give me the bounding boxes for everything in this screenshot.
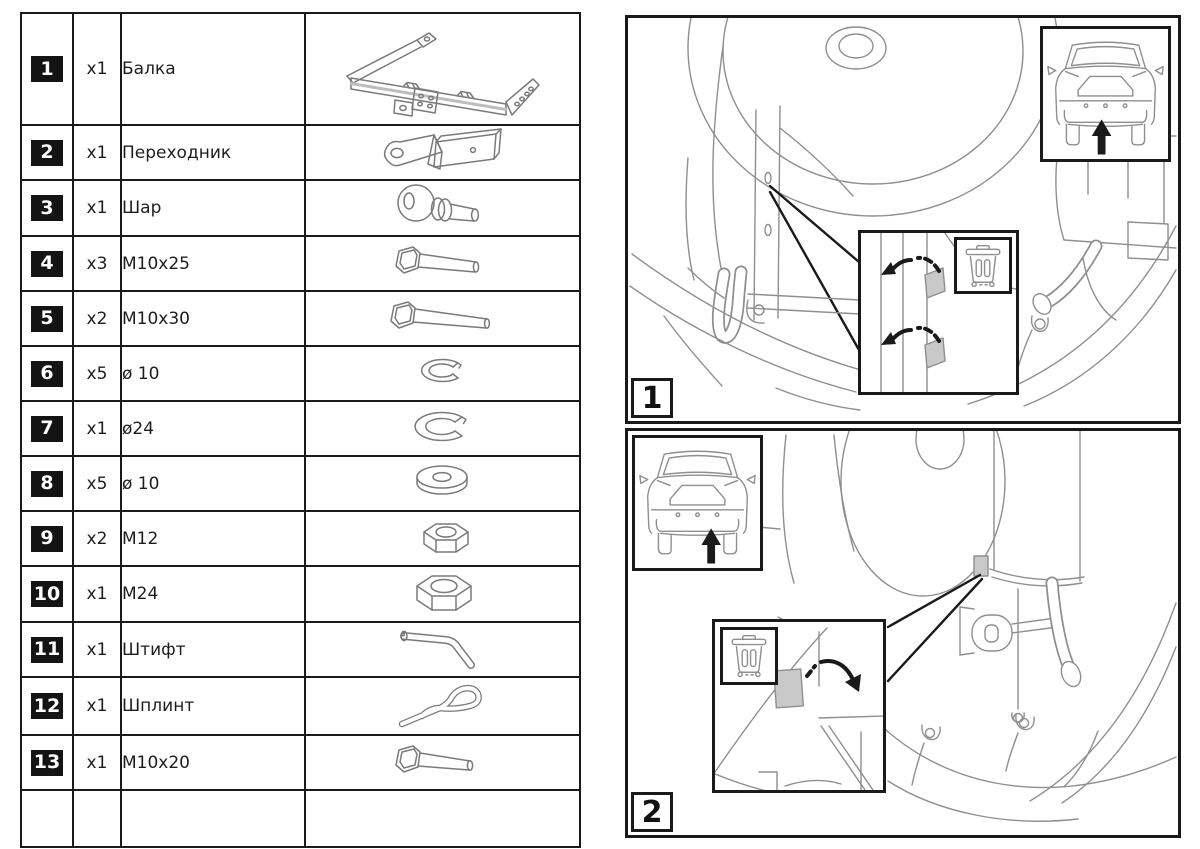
part-number-badge: 2 [31,140,63,166]
part-qty: x1 [73,13,121,125]
bent-pin-icon [388,624,498,672]
hex-nut-icon [413,515,473,559]
parts-table [20,12,581,848]
hitch-ball-icon [388,181,498,231]
part-name: Балка [121,13,305,125]
part-number-badge: 13 [31,750,63,776]
part-name: ø 10 [121,456,305,511]
part-qty: x2 [73,511,121,566]
hex-bolt-icon [388,241,498,283]
part-number-badge: 11 [31,637,63,663]
step-2-panel [625,428,1181,838]
table-row [21,236,580,291]
part-number-badge: 1 [31,56,63,82]
part-name: M10x25 [121,236,305,291]
part-qty: x2 [73,291,121,346]
table-row [21,511,580,566]
part-name: ø 10 [121,346,305,401]
part-name: Штифт [121,622,305,677]
hex-bolt-icon [383,296,503,338]
part-number-badge: 6 [31,361,63,387]
spring-washer-large-icon [403,406,483,448]
part-number-badge: 8 [31,471,63,497]
flat-washer-icon [408,462,478,502]
table-row [21,125,580,180]
table-row [21,677,580,735]
table-row [21,346,580,401]
step-1-panel [625,15,1181,424]
part-qty: x3 [73,236,121,291]
table-row-empty [21,790,580,847]
car-rear-view-icon [635,438,760,568]
part-number-badge: 4 [31,251,63,277]
detail-callout-step2 [712,619,886,793]
hex-nut-large-icon [407,567,479,617]
part-qty: x1 [73,401,121,456]
towbar-beam-icon [325,16,560,118]
table-row [21,13,580,125]
hex-bolt-icon [388,740,498,782]
part-name: Шплинт [121,677,305,735]
table-row [21,401,580,456]
table-row [21,566,580,622]
table-row [21,456,580,511]
discard-inset [720,627,778,685]
step-number-badge: 1 [631,378,673,418]
part-number-badge: 7 [31,416,63,442]
step-number-badge: 2 [631,792,673,832]
part-number-badge: 10 [31,581,63,607]
trash-bin-icon [960,242,1006,288]
part-qty: x1 [73,566,121,622]
part-qty: x5 [73,346,121,401]
part-name: ø24 [121,401,305,456]
detail-callout-step1 [858,230,1019,395]
part-number-badge: 3 [31,195,63,221]
arrow-up-icon [701,528,721,563]
part-name: Шар [121,180,305,236]
part-name: M24 [121,566,305,622]
part-number-badge: 5 [31,306,63,332]
r-clip-icon [388,678,498,730]
part-qty: x5 [73,456,121,511]
part-name: Переходник [121,125,305,180]
part-name: M10x30 [121,291,305,346]
arrow-up-icon [1092,119,1112,154]
trash-bin-icon [726,632,772,678]
table-row [21,291,580,346]
part-qty: x1 [73,180,121,236]
part-qty: x1 [73,622,121,677]
table-row [21,735,580,790]
part-number-badge: 12 [31,693,63,719]
part-qty: x1 [73,125,121,180]
car-rear-view-inset [632,435,763,571]
table-row [21,622,580,677]
part-qty: x1 [73,735,121,790]
spring-washer-icon [411,354,475,390]
discard-inset [954,237,1012,294]
part-name: M12 [121,511,305,566]
adapter-icon [378,127,508,175]
part-number-badge: 9 [31,526,63,552]
car-rear-view-icon [1043,29,1168,159]
part-name: M10x20 [121,735,305,790]
car-rear-view-inset [1040,26,1171,162]
part-qty: x1 [73,677,121,735]
table-row [21,180,580,236]
